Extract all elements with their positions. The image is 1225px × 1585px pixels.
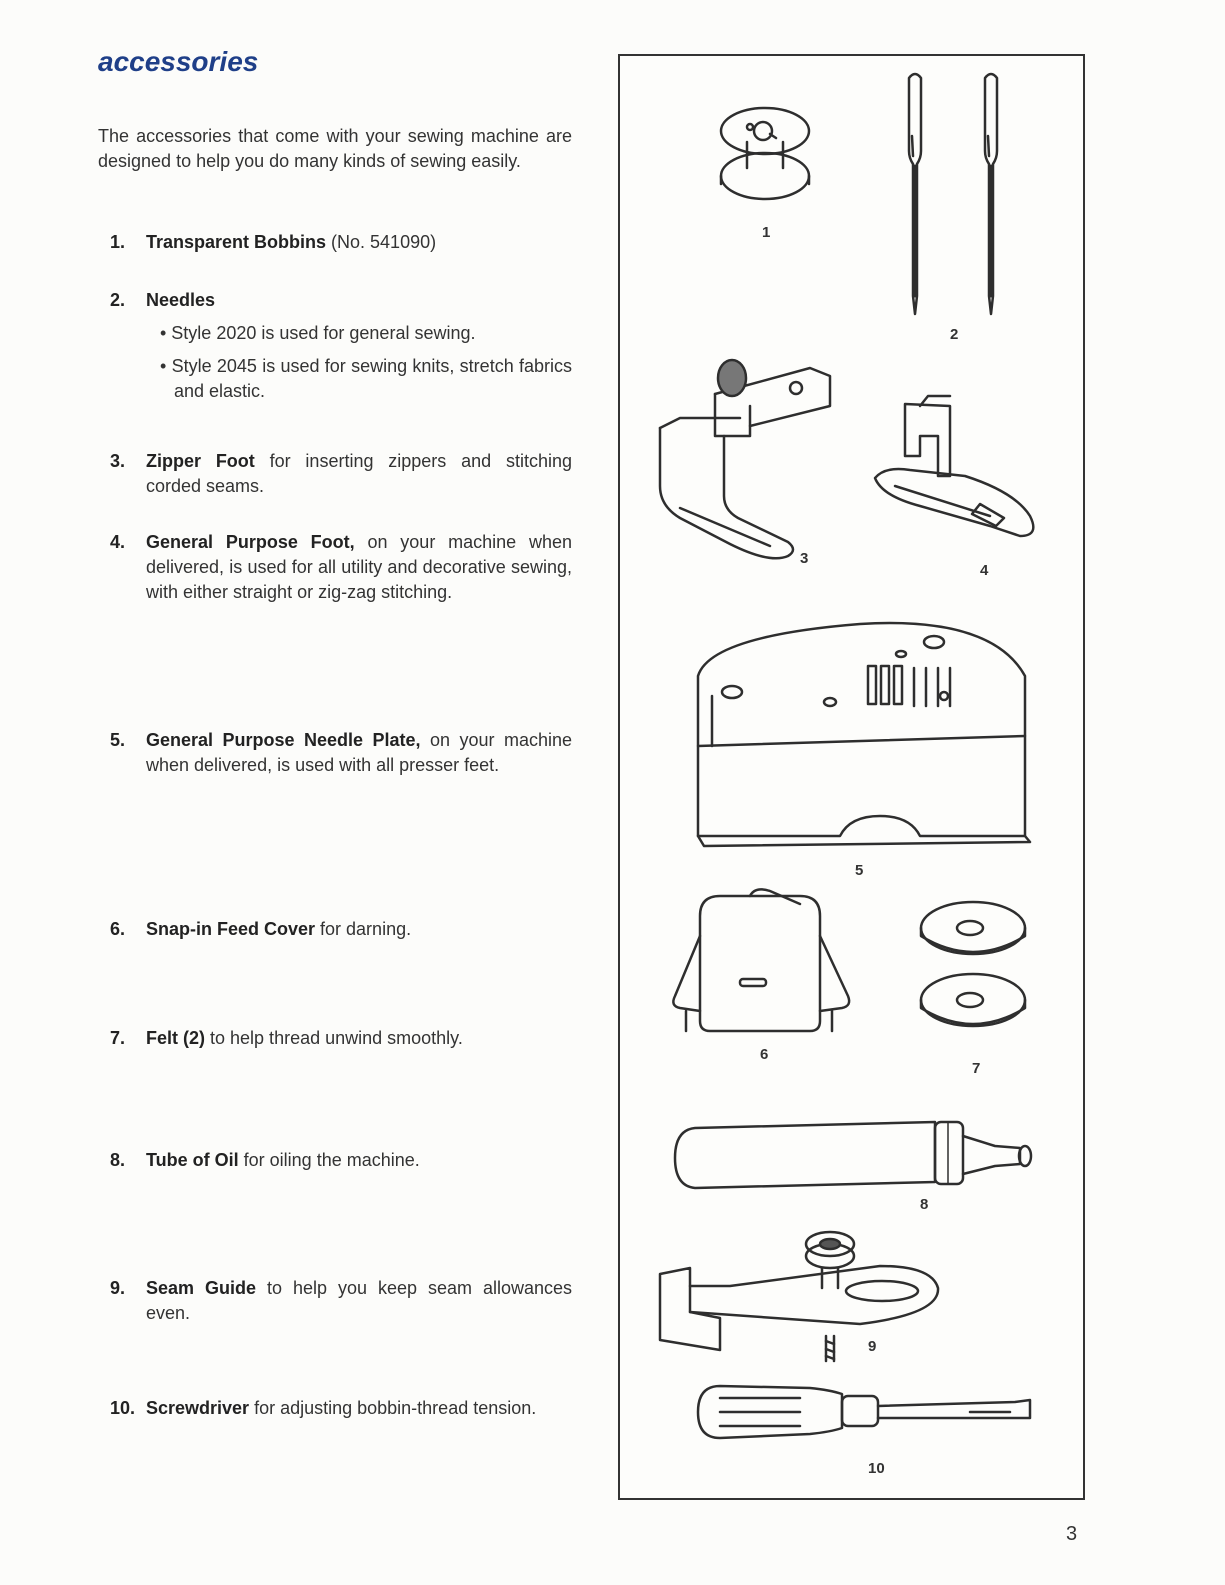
figure-label: 7 (972, 1060, 981, 1077)
figure-label: 6 (760, 1046, 769, 1063)
item-name: Felt (2) (146, 1028, 206, 1048)
item-name: Transparent Bobbins (146, 232, 327, 252)
accessory-item-seam-guide (110, 1276, 572, 1326)
accessory-item-tube-of-oil (110, 1148, 572, 1173)
needle-style-2045: • Style 2045 is used for sewing knits, stretch fabrics and elastic. (160, 356, 572, 401)
accessory-item-felt (110, 1026, 572, 1051)
item-number: 1. (110, 232, 126, 252)
item-description: to help you keep seam allowances even. (146, 1278, 572, 1323)
zipper-foot-icon (660, 360, 830, 558)
item-number: 9. (110, 1278, 126, 1298)
item-name: Needles (146, 290, 216, 310)
item-description: to help thread unwind smoothly. (205, 1028, 463, 1048)
figure-label: 2 (950, 326, 959, 343)
needle-plate-icon (698, 623, 1030, 846)
figure-label: 5 (855, 862, 864, 879)
accessory-item-needles (110, 288, 572, 404)
needle-style-2020: • Style 2020 is used for general sewing. (160, 323, 476, 343)
item-description: for darning. (315, 919, 412, 939)
item-number: 2. (110, 290, 126, 310)
item-description: on your machine when delivered, is used with all presser feet. (146, 730, 572, 775)
item-number: 6. (110, 919, 126, 939)
accessory-item-feed-cover (110, 917, 572, 942)
accessory-item-general-purpose-foot (110, 530, 572, 605)
item-name: Zipper Foot (146, 451, 255, 471)
item-description: on your machine when delivered, is used for all utility and decorative sewing, with either straight or zig-zag stitching. (146, 532, 572, 602)
page-number: 3 (1066, 1523, 1078, 1545)
item-description: for inserting zippers and stitching corded seams. (146, 451, 572, 496)
item-name: General Purpose Foot, (146, 532, 355, 552)
item-description: for oiling the machine. (238, 1150, 420, 1170)
item-name: General Purpose Needle Plate, (146, 730, 421, 750)
bobbin-icon (721, 108, 809, 199)
item-name: Seam Guide (146, 1278, 257, 1298)
item-description: (No. 541090) (326, 232, 437, 252)
item-name: Tube of Oil (146, 1150, 239, 1170)
feed-cover-icon (673, 889, 849, 1031)
accessories-illustration (620, 56, 1083, 1498)
figure-label: 3 (800, 550, 809, 567)
item-number: 8. (110, 1150, 126, 1170)
intro-paragraph: The accessories that come with your sewing machine are designed to help you do many kinds of sewing easily. (98, 126, 572, 171)
accessories-illustration-panel (618, 54, 1085, 1500)
felt-icon (921, 902, 1025, 1026)
item-number: 4. (110, 532, 126, 552)
item-name: Screwdriver (146, 1398, 250, 1418)
item-number: 10. (110, 1398, 136, 1418)
accessory-item-zipper-foot (110, 449, 572, 499)
seam-guide-icon (660, 1232, 938, 1361)
item-name: Snap-in Feed Cover (146, 919, 316, 939)
figure-label: 4 (980, 562, 989, 579)
item-number: 3. (110, 451, 126, 471)
page-title: accessories (98, 46, 259, 77)
item-number: 5. (110, 730, 126, 750)
needle-style-2045-icon (985, 74, 997, 314)
figure-label: 10 (868, 1460, 885, 1477)
item-description: for adjusting bobbin-thread tension. (249, 1398, 537, 1418)
item-number: 7. (110, 1028, 126, 1048)
accessory-item-screwdriver (110, 1396, 572, 1421)
figure-label: 8 (920, 1196, 929, 1213)
accessory-item-needle-plate (110, 728, 572, 778)
needle-style-2020-icon (909, 74, 921, 314)
oil-tube-icon (675, 1122, 1031, 1188)
accessory-item-bobbins (110, 230, 572, 255)
figure-label: 9 (868, 1338, 877, 1355)
screwdriver-icon (698, 1386, 1030, 1438)
figure-label: 1 (762, 224, 771, 241)
general-purpose-foot-icon (875, 396, 1033, 536)
